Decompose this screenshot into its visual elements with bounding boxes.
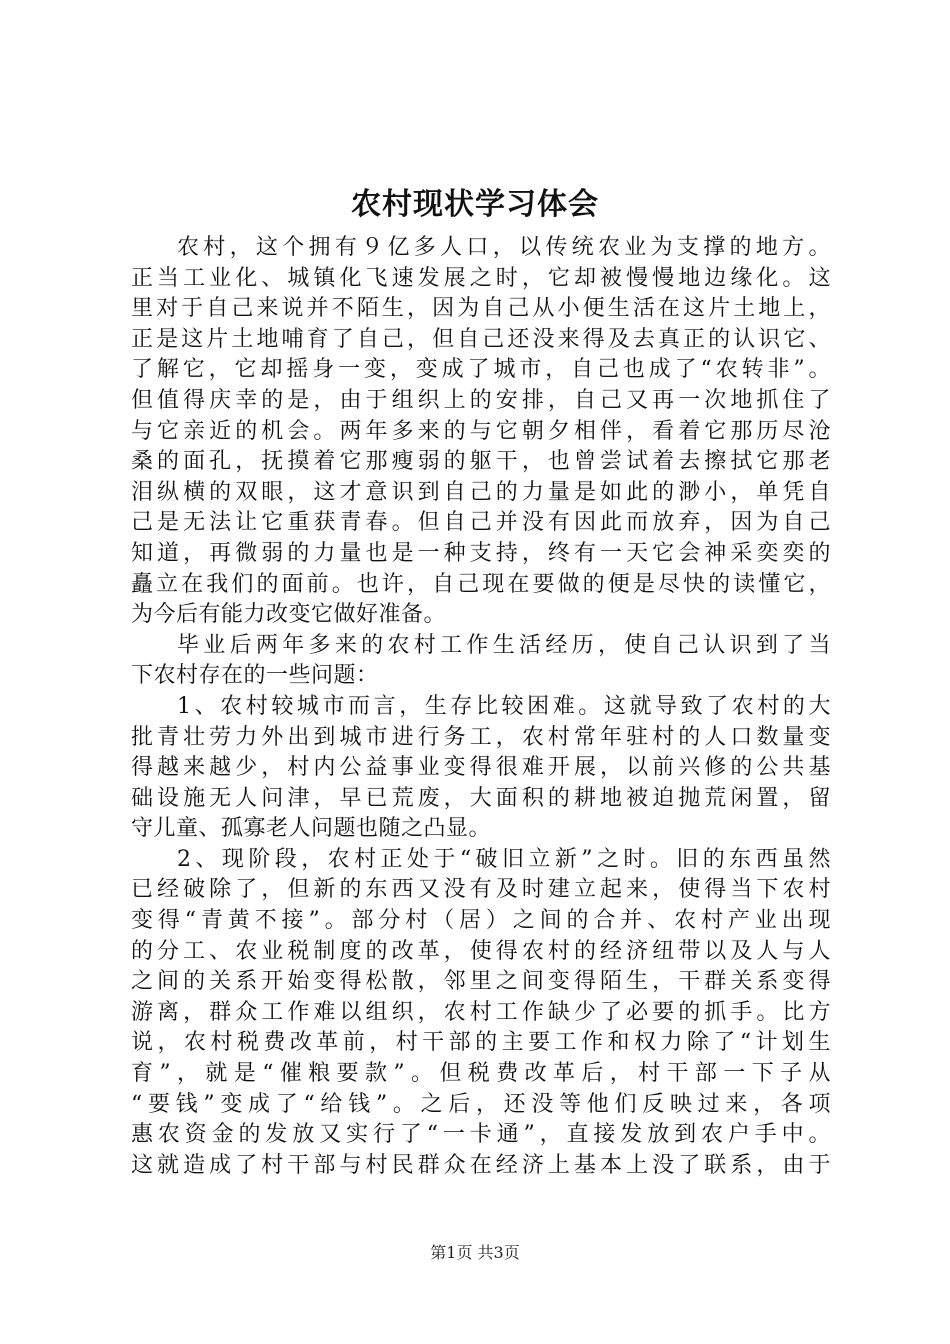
paragraph-line: 说，农村税费改革前，村干部的主要工作和权力除了“计划生	[131, 1030, 831, 1056]
paragraph-line: 之间的关系开始变得松散，邻里之间变得陌生，干群关系变得	[131, 969, 831, 995]
paragraph	[131, 692, 831, 845]
paragraph-line: 与它亲近的机会。两年多来的与它朝夕相伴，看着它那历尽沧	[131, 418, 831, 444]
paragraph-line: 守儿童、孤寡老人问题也随之凸显。	[131, 816, 492, 842]
paragraph-line: 但值得庆幸的是，由于组织上的安排，自己又再一次地抓住了	[131, 387, 831, 413]
paragraph-line: 为今后有能力改变它做好准备。	[131, 602, 447, 628]
document-title: 农村现状学习体会	[351, 187, 599, 222]
paragraph-line: 己是无法让它重获青春。但自己并没有因此而放弃，因为自己	[131, 510, 831, 536]
paragraph-line: 农村，这个拥有９亿多人口，以传统农业为支撑的地方。	[177, 235, 831, 260]
paragraph-line: 的分工、农业税制度的改革，使得农村的经济纽带以及人与人	[131, 938, 831, 964]
paragraph-line: 正当工业化、城镇化飞速发展之时，它却被慢慢地边缘化。这	[131, 265, 831, 291]
paragraph-line: 1、农村较城市而言，生存比较困难。这就导致了农村的大	[177, 693, 831, 719]
paragraph-line: 矗立在我们的面前。也许，自己现在要做的便是尽快的读懂它，	[131, 571, 831, 597]
paragraph-line: 毕业后两年多来的农村工作生活经历，使自己认识到了当	[177, 632, 831, 658]
page-footer: 第1页 共3页	[430, 1243, 520, 1262]
paragraph	[131, 233, 831, 631]
paragraph-line: 惠农资金的发放又实行了“一卡通”，直接发放到农户手中。	[131, 1122, 831, 1148]
paragraph-line: 础设施无人问津，早已荒废，大面积的耕地被迫抛荒闲置，留	[131, 785, 831, 811]
paragraph-line: 泪纵横的双眼，这才意识到自己的力量是如此的渺小，单凭自	[131, 479, 831, 505]
paragraph-line: 知道，再微弱的力量也是一种支持，终有一天它会神采奕奕的	[131, 540, 831, 566]
paragraph-line: 游离，群众工作难以组织，农村工作缺少了必要的抓手。比方	[131, 999, 831, 1025]
paragraph-line: 下农村存在的一些问题：	[131, 663, 379, 689]
paragraph-line: “要钱”变成了“给钱”。之后，还没等他们反映过来，各项	[131, 1091, 831, 1117]
paragraph-line: 桑的面孔，抚摸着它那瘦弱的躯干，也曾尝试着去擦拭它那老	[131, 449, 831, 475]
paragraph-line: 已经破除了，但新的东西又没有及时建立起来，使得当下农村	[131, 877, 831, 903]
document-body	[131, 233, 831, 1181]
paragraph-line: 2、现阶段，农村正处于“破旧立新”之时。旧的东西虽然	[177, 846, 831, 872]
paragraph-line: 育”，就是“催粮要款”。但税费改革后，村干部一下子从	[131, 1061, 831, 1087]
paragraph-line: 变得“青黄不接”。部分村（居）之间的合并、农村产业出现	[131, 908, 831, 934]
paragraph-line: 批青壮劳力外出到城市进行务工，农村常年驻村的人口数量变	[131, 724, 831, 750]
paragraph-line: 得越来越少，村内公益事业变得很难开展，以前兴修的公共基	[131, 755, 831, 781]
paragraph-line: 正是这片土地哺育了自己，但自己还没来得及去真正的认识它、	[131, 326, 831, 352]
paragraph	[131, 631, 831, 692]
paragraph-line: 里对于自己来说并不陌生，因为自己从小便生活在这片土地上，	[131, 296, 831, 322]
paragraph-line: 了解它，它却摇身一变，变成了城市，自己也成了“农转非”。	[131, 357, 831, 383]
paragraph	[131, 845, 831, 1182]
paragraph-line: 这就造成了村干部与村民群众在经济上基本上没了联系，由于	[131, 1152, 831, 1178]
